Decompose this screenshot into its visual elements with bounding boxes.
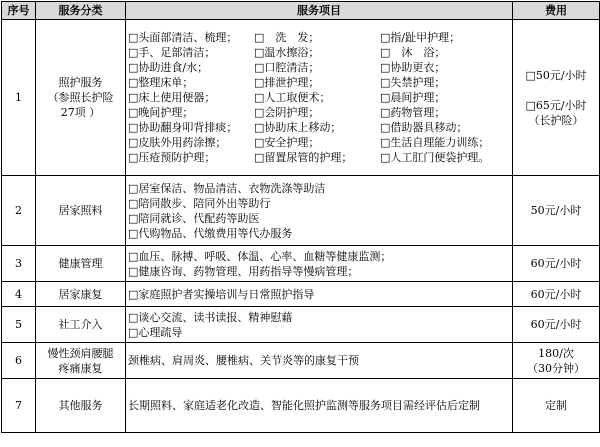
care-item: □安全护理；	[254, 136, 320, 149]
row-fee: 定制	[513, 379, 600, 433]
item-line: □陪同散步、陪同外出等助行	[128, 196, 271, 210]
row-no: 1	[2, 20, 36, 176]
care-item: □压疮预防护理；	[128, 151, 216, 164]
row-category: 居家照料	[36, 176, 126, 246]
row-category: 社工介入	[36, 307, 126, 343]
care-item: □整理床单；	[128, 76, 194, 89]
row-items	[126, 246, 513, 282]
row-no: 6	[2, 343, 36, 379]
fee-option-2: □65元/小时	[525, 98, 587, 112]
care-item: □手、足部清洁；	[128, 46, 216, 59]
table-row	[2, 343, 600, 379]
care-item: □协助床上移动；	[254, 121, 342, 134]
care-item: □ 洗 发；	[254, 31, 320, 44]
item-line: 颈椎病、肩周炎、腰椎病、关节炎等的康复干预	[128, 354, 359, 367]
row-fee: 60元/小时	[513, 307, 600, 343]
care-item: □协助更衣；	[380, 61, 446, 74]
row-fee	[513, 343, 600, 379]
header-items: 服务项目	[126, 2, 513, 20]
care-item: □晨间护理；	[380, 91, 446, 104]
service-fee-table	[1, 1, 600, 433]
table-row	[2, 282, 600, 307]
care-items-grid	[128, 30, 510, 165]
fee-line: 180/次	[538, 346, 574, 360]
care-item: □人工取便术；	[254, 91, 331, 104]
item-line: □血压、脉搏、呼吸、体温、心率、血糖等健康监测；	[128, 249, 392, 263]
table-row	[2, 307, 600, 343]
header-no: 序号	[2, 2, 36, 20]
care-item: □ 沐 浴；	[380, 46, 446, 59]
fee-note: （长护险）	[528, 113, 584, 127]
care-item: □协助进食/水；	[128, 61, 209, 74]
row-items	[126, 282, 513, 307]
row-fee: 60元/小时	[513, 282, 600, 307]
row-no: 4	[2, 282, 36, 307]
row-items	[126, 20, 513, 176]
category-line: （参照长护险	[47, 91, 114, 104]
care-item: □晚间护理；	[128, 106, 194, 119]
category-line: 照护服务	[58, 76, 103, 89]
row-category	[36, 20, 126, 176]
item-line: □谈心交流、读书读报、精神慰藉	[128, 310, 293, 324]
row-no: 7	[2, 379, 36, 433]
care-item: □温水擦浴；	[254, 46, 320, 59]
table-row	[2, 20, 600, 176]
item-line: □家庭照护者实操培训与日常照护指导	[128, 287, 315, 301]
row-items	[126, 307, 513, 343]
table-row	[2, 379, 600, 433]
care-item: □头面部清洁、梳理；	[128, 31, 238, 44]
item-line: □陪同就诊、代配药等助医	[128, 211, 260, 225]
row-no: 2	[2, 176, 36, 246]
table-header-row	[2, 2, 600, 20]
header-category: 服务分类	[36, 2, 126, 20]
item-line: □心理疏导	[128, 325, 183, 339]
care-item: □口腔清洁；	[254, 61, 320, 74]
item-line: □健康咨询、药物管理、用药指导等慢病管理；	[128, 264, 359, 278]
row-category	[36, 343, 126, 379]
care-item: □皮肤外用药涂擦；	[128, 136, 227, 149]
fee-line: （30分钟）	[527, 361, 585, 375]
category-line: 慢性颈肩腰腿	[47, 346, 114, 360]
care-item: □协助翻身叩背排痰；	[128, 121, 238, 134]
care-item: □留置尿管的护理；	[254, 151, 353, 164]
care-item: □指/趾甲护理；	[380, 31, 461, 44]
table-row	[2, 246, 600, 282]
care-item: □借助器具移动；	[380, 121, 468, 134]
row-fee	[513, 20, 600, 176]
row-fee: 60元/小时	[513, 246, 600, 282]
care-item: □会阴护理；	[254, 106, 320, 119]
fee-option-1: □50元/小时	[525, 68, 587, 82]
care-item: □生活自理能力训练；	[380, 136, 490, 149]
item-line: □居室保洁、物品清洁、衣物洗涤等助洁	[128, 181, 326, 195]
row-items	[126, 343, 513, 379]
item-line: □代购物品、代缴费用等代办服务	[128, 226, 293, 240]
row-no: 5	[2, 307, 36, 343]
row-fee: 50元/小时	[513, 176, 600, 246]
care-item: □人工肛门便袋护理。	[380, 151, 490, 164]
row-category: 其他服务	[36, 379, 126, 433]
table-row	[2, 176, 600, 246]
care-item: □排泄护理；	[254, 76, 320, 89]
row-items: 长期照料、家庭适老化改造、智能化照护监测等服务项目需经评估后定制	[126, 379, 513, 433]
care-item: □失禁护理；	[380, 76, 446, 89]
header-fee: 费用	[513, 2, 600, 20]
category-line: 27项 ）	[60, 106, 101, 119]
category-line: 疼痛康复	[58, 361, 103, 375]
row-category: 健康管理	[36, 246, 126, 282]
care-item: □床上使用便器；	[128, 91, 216, 104]
row-items	[126, 176, 513, 246]
row-no: 3	[2, 246, 36, 282]
care-item: □药物管理；	[380, 106, 446, 119]
row-category: 居家康复	[36, 282, 126, 307]
